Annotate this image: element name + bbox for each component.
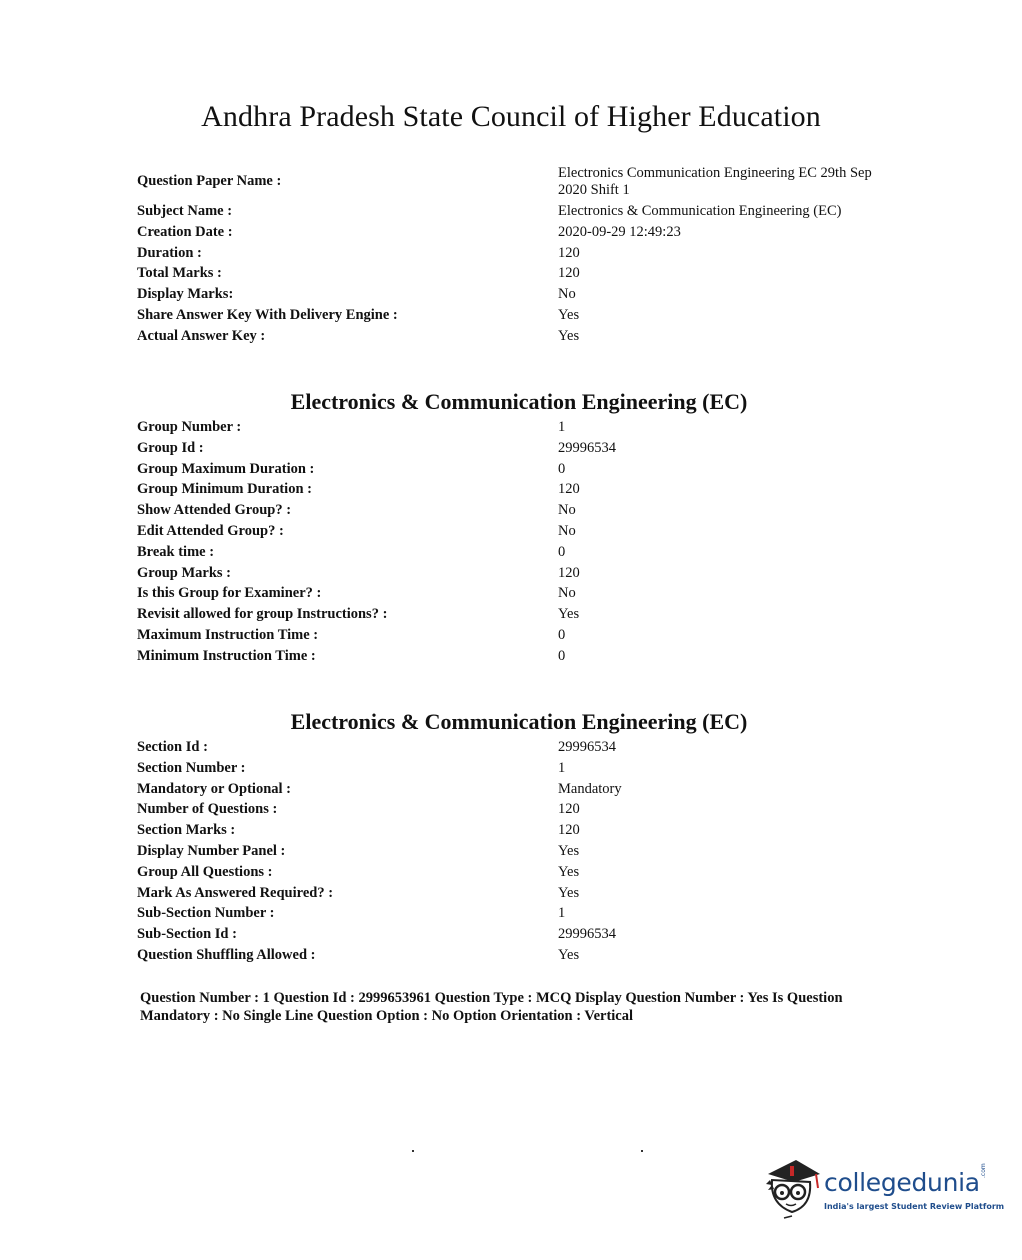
group-detail-label: Maximum Instruction Time : <box>137 626 319 643</box>
group-detail-value: No <box>558 585 576 602</box>
page-title: Andhra Pradesh State Council of Higher Education <box>201 100 821 134</box>
group-detail-value: 1 <box>558 419 566 435</box>
logo-wordmark: collegedunia <box>824 1168 980 1197</box>
paper-info-value: 2020-09-29 12:49:23 <box>558 223 681 240</box>
group-detail-row <box>137 542 897 563</box>
group-section-heading: Electronics & Communication Engineering (EC) <box>290 389 748 414</box>
group-detail-label: Minimum Instruction Time : <box>137 647 316 664</box>
section-detail-label: Section Marks : <box>137 822 236 839</box>
student-mascot-icon <box>762 1152 822 1222</box>
section-detail-value: Yes <box>558 842 580 859</box>
paper-info-row <box>137 163 897 199</box>
group-detail-label: Group Number : <box>137 419 242 435</box>
logo-tagline: India's largest Student Review Platform <box>824 1202 1005 1211</box>
group-detail-row <box>137 521 897 542</box>
paper-info-value: Yes <box>558 327 580 344</box>
section-details-table <box>137 737 897 966</box>
section-detail-row <box>137 883 897 904</box>
paper-info-label: Display Marks: <box>137 286 234 303</box>
paper-info-value: Yes <box>558 306 580 323</box>
section-detail-value: 1 <box>558 759 566 776</box>
group-detail-value: 29996534 <box>558 439 616 456</box>
paper-info-label: Actual Answer Key : <box>137 327 266 344</box>
paper-info-row <box>137 284 897 305</box>
paper-info-value: No <box>558 286 576 303</box>
group-detail-row <box>137 459 897 480</box>
group-detail-label: Is this Group for Examiner? : <box>137 585 322 602</box>
section-detail-label: Number of Questions : <box>137 801 278 818</box>
section-detail-label: Sub-Section Number : <box>137 905 275 922</box>
section-detail-value: 1 <box>558 905 566 922</box>
paper-info-row <box>137 263 897 284</box>
group-detail-value: 0 <box>558 460 566 477</box>
section-detail-value: Yes <box>558 884 580 901</box>
section-detail-row <box>137 799 897 820</box>
section-detail-row <box>137 903 897 924</box>
section-detail-value: Yes <box>558 946 580 963</box>
group-detail-row <box>137 604 897 625</box>
paper-info-table <box>137 163 897 347</box>
group-detail-row <box>137 563 897 584</box>
group-detail-value: 0 <box>558 626 566 643</box>
section-detail-label: Sub-Section Id : <box>137 926 237 943</box>
group-detail-row <box>137 417 897 438</box>
section-detail-label: Group All Questions : <box>137 863 273 880</box>
paper-info-label: Subject Name : <box>137 203 233 219</box>
scan-dot <box>641 1150 643 1152</box>
section-detail-row <box>137 758 897 779</box>
section-detail-label: Section Number : <box>137 759 246 776</box>
section-detail-value: 29996534 <box>558 926 616 943</box>
paper-info-value: Electronics & Communication Engineering (EC) <box>558 203 842 219</box>
group-detail-label: Group Marks : <box>137 564 231 581</box>
paper-info-row <box>137 326 897 347</box>
group-detail-label: Break time : <box>137 543 215 560</box>
group-detail-row <box>137 583 897 604</box>
section-detail-row <box>137 779 897 800</box>
group-detail-value: 0 <box>558 543 566 560</box>
section-detail-row <box>137 737 897 758</box>
logo-domain-suffix: .com <box>980 1163 987 1178</box>
section-detail-row <box>137 945 897 966</box>
group-detail-value: No <box>558 522 576 539</box>
group-detail-row <box>137 438 897 459</box>
question-info: Question Number : 1 Question Id : 2999653961 Question Type : MCQ Display Question Number : Yes Is Question Mandatory : No Single Line Question Option : No Option Orientation : Vertical <box>140 990 843 1024</box>
group-detail-value: Yes <box>558 606 580 623</box>
paper-info-value: 120 <box>558 265 580 282</box>
paper-info-label: Total Marks : <box>137 265 222 282</box>
paper-info-value: Electronics Communication Engineering EC 29th Sep 2020 Shift 1 <box>558 165 872 198</box>
section-details-heading: Electronics & Communication Engineering (EC) <box>290 709 748 734</box>
section-detail-value: 29996534 <box>558 739 616 755</box>
paper-info-label: Question Paper Name : <box>137 172 282 189</box>
group-detail-label: Edit Attended Group? : <box>137 522 284 539</box>
section-detail-row <box>137 862 897 883</box>
group-detail-value: 0 <box>558 647 566 664</box>
section-detail-row <box>137 841 897 862</box>
section-detail-label: Mandatory or Optional : <box>137 780 291 797</box>
paper-info-label: Creation Date : <box>137 223 233 240</box>
group-details-table <box>137 417 897 667</box>
group-detail-row <box>137 646 897 667</box>
group-detail-label: Group Id : <box>137 439 204 456</box>
group-detail-row <box>137 500 897 521</box>
group-detail-row <box>137 625 897 646</box>
section-detail-value: Mandatory <box>558 780 622 797</box>
section-detail-row <box>137 924 897 945</box>
section-detail-label: Section Id : <box>137 739 208 755</box>
paper-info-row <box>137 243 897 264</box>
section-detail-label: Mark As Answered Required? : <box>137 884 334 901</box>
group-detail-row <box>137 479 897 500</box>
group-detail-value: 120 <box>558 481 580 498</box>
paper-info-row <box>137 305 897 326</box>
paper-info-row <box>137 222 897 243</box>
scan-dot <box>412 1150 414 1152</box>
section-detail-label: Display Number Panel : <box>137 842 286 859</box>
group-detail-label: Group Minimum Duration : <box>137 481 312 498</box>
group-detail-value: No <box>558 502 576 519</box>
paper-info-value: 120 <box>558 244 580 261</box>
paper-info-row <box>137 201 897 222</box>
paper-info-label: Share Answer Key With Delivery Engine : <box>137 306 398 323</box>
section-detail-value: 120 <box>558 801 580 818</box>
group-detail-label: Revisit allowed for group Instructions? : <box>137 606 388 623</box>
section-detail-value: Yes <box>558 863 580 880</box>
paper-info-label: Duration : <box>137 244 202 261</box>
group-detail-label: Group Maximum Duration : <box>137 460 315 477</box>
section-detail-label: Question Shuffling Allowed : <box>137 946 316 963</box>
group-detail-value: 120 <box>558 564 580 581</box>
section-detail-value: 120 <box>558 822 580 839</box>
section-detail-row <box>137 820 897 841</box>
group-detail-label: Show Attended Group? : <box>137 502 292 519</box>
collegedunia-logo <box>762 1152 1005 1224</box>
